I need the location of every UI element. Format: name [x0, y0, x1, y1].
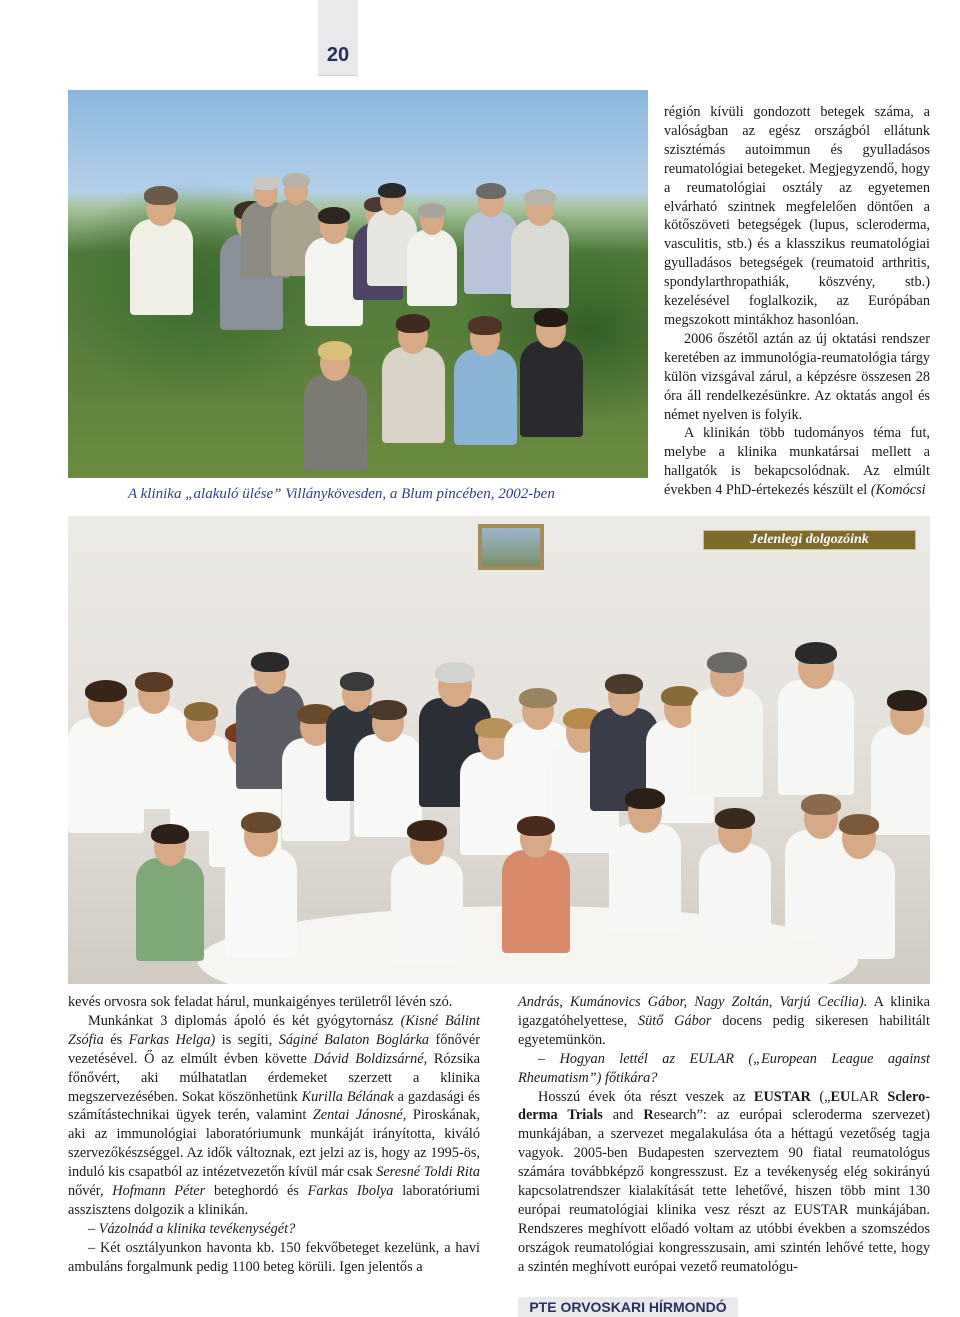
text-run: Piroskának, aki az immunológiai laboratóriumunk munkáját irányította, kiváló szervezőkészséggel. Az idők változnak, ezt jelzi az is, hogy az 1995-ös, induló kis csapatból az intézetvezetőn kívül már csak [68, 1107, 480, 1181]
text-run: A klinika igazgatóhelyettese, [518, 994, 930, 1029]
text-run-bold: R [643, 1107, 654, 1124]
paragraph: régión kívüli gondozott betegek száma, a valóságban az egész országból ellátunk szisztémás autoimmun és gyulladásos reumatológiai betegeket. Megjegyzendő, hogy a reumatológiai osztály az egyetemen elvárható szintnek megfelelően döntően a kötőszöveti betegségek (lupus, scleroderma, vasculitis, stb.) és a klasszikus reumatológiai gyulladásos betegségek (reumatoid arthritis, spondylarthropathiák, köszvény, stb.) kezelésével foglalkozik, az Európában megszokott mintákhoz hasonlóan. [664, 104, 930, 328]
text-run-italic: Ságiné Balaton Boglárka [278, 1031, 430, 1048]
question-text: – Hogyan lettél az EULAR („European League against Rheumatism”) főtikára? [518, 1050, 930, 1086]
paragraph [518, 993, 930, 1050]
text-run-italic: Kurilla Bélának [301, 1088, 394, 1105]
text-run-italic: Zentai Jánosné, [312, 1107, 407, 1124]
text-run-italic: (Kisné Bálint Zsófia [68, 1012, 480, 1048]
text-run-italic: Seresné Toldi Rita [376, 1164, 480, 1181]
paragraph: kevés orvosra sok feladat hárul, munkaigényes területről lévén szó. [68, 994, 453, 1010]
text-run: is segíti, [215, 1031, 279, 1048]
page-number: 20 [326, 44, 350, 66]
text-run-italic: Farkas Helga) [128, 1031, 216, 1048]
interview-answer [518, 1088, 930, 1277]
text-run: és [103, 1031, 129, 1048]
text-run-italic: Sütő Gábor [637, 1012, 712, 1029]
text-run-italic: (Komócsi [870, 482, 926, 499]
interview-question [68, 1220, 480, 1239]
text-run-italic: András, Kumánovics Gábor, Nagy Zoltán, Varjú Cecília). [518, 994, 868, 1010]
text-run: Rózsika főnővért, aki múlhatatlan érdemeket szerzett a klinika megszervezésében. Sokat köszönhetünk [68, 1050, 480, 1105]
text-run: beteghordó és [205, 1183, 308, 1200]
text-run: A klinikán több tudományos téma fut, melybe a klinika munkatársai mellett a hallgatók is bekapcsolódnak. Az elmúlt években 4 PhD-értekezés készült el [664, 425, 930, 499]
paragraph [664, 424, 930, 500]
text-run: a gazdasági és számítástechnikai ügyek terén, valamint [68, 1088, 481, 1124]
text-run-italic: Dávid Boldizsárné, [313, 1050, 428, 1067]
text-run: LAR [850, 1088, 888, 1105]
text-run: Munkánkat 3 diplomás ápoló és két gyógytornász [88, 1012, 401, 1029]
text-run-italic: Hofmann Péter [112, 1183, 206, 1200]
section-label: Jelenlegi dolgozóink [703, 530, 916, 550]
text-run-italic: Farkas Ibolya [307, 1183, 394, 1200]
paragraph [68, 1012, 480, 1220]
interview-answer: – Két osztályunkon havonta kb. 150 fekvőbeteget kezelünk, a havi ambuláns forgalmunk pedig 1100 beteg körüli. Igen jelentős a [68, 1239, 480, 1275]
text-run: and [602, 1107, 644, 1124]
text-run-bold: EUSTAR [753, 1088, 811, 1105]
photo-caption: A klinika „alakuló ülése” Villánykövesden, a Blum pincében, 2002-ben [128, 486, 555, 502]
text-column-bottom-right [518, 993, 930, 1277]
text-run: nővér, [68, 1183, 113, 1200]
text-run: főnővér vezetésével. Ő az elmúlt évben követte [68, 1031, 481, 1067]
group-photo-2002 [68, 90, 648, 478]
text-run: docens pedig sikeresen habilitált egyetemünkön. [518, 1012, 930, 1048]
text-run-bold: Sclero-derma Trials [518, 1088, 930, 1124]
text-run: („ [810, 1088, 831, 1105]
text-run: Hosszú évek óta részt veszek az [538, 1088, 754, 1105]
text-column-bottom-left [68, 993, 480, 1277]
paragraph: 2006 őszétől aztán az új oktatási rendszer keretében az immunológia-reumatológia tárgy külön vizsgával zárul, a képzésre összesen 28 óra áll rendelkezésünkre. Az oktatás angol és német nyelven is folyik. [664, 330, 930, 423]
text-run: laboratóriumi asszisztens dolgozik a klinikán. [68, 1183, 481, 1218]
staff-photo [68, 516, 930, 984]
publication-footer: PTE ORVOSKARI HÍRMONDÓ [518, 1297, 738, 1317]
text-run: esearch”: az európai scleroderma szervezet) munkájában, a szervezet megalakulása óta a héttagú vezetőség tagja vagyok. 2005-ben Budapesten szerveztem 90 fiatal reumatológus számára továbbképző kongresszust. Ez a tevékenység elég sokirányú kapcsolatrendszer kialakítását tette lehetővé, hiszen több mint 130 európai reumatológiai klinika vesz részt az EUSTAR munkájában. Rendszeres meghívott előadó voltam az utóbbi években a szomszédos országok reumatológiai kongresszusain, ami szintén lehővé tette, hogy a szintén meghívott európai vezető reumatológu- [518, 1107, 930, 1275]
interview-question [518, 1050, 930, 1088]
text-column-top-right [664, 103, 930, 500]
text-run-bold: EU [830, 1088, 851, 1105]
question-text: – Vázolnád a klinika tevékenységét? [88, 1220, 296, 1237]
wall-picture [478, 524, 544, 570]
